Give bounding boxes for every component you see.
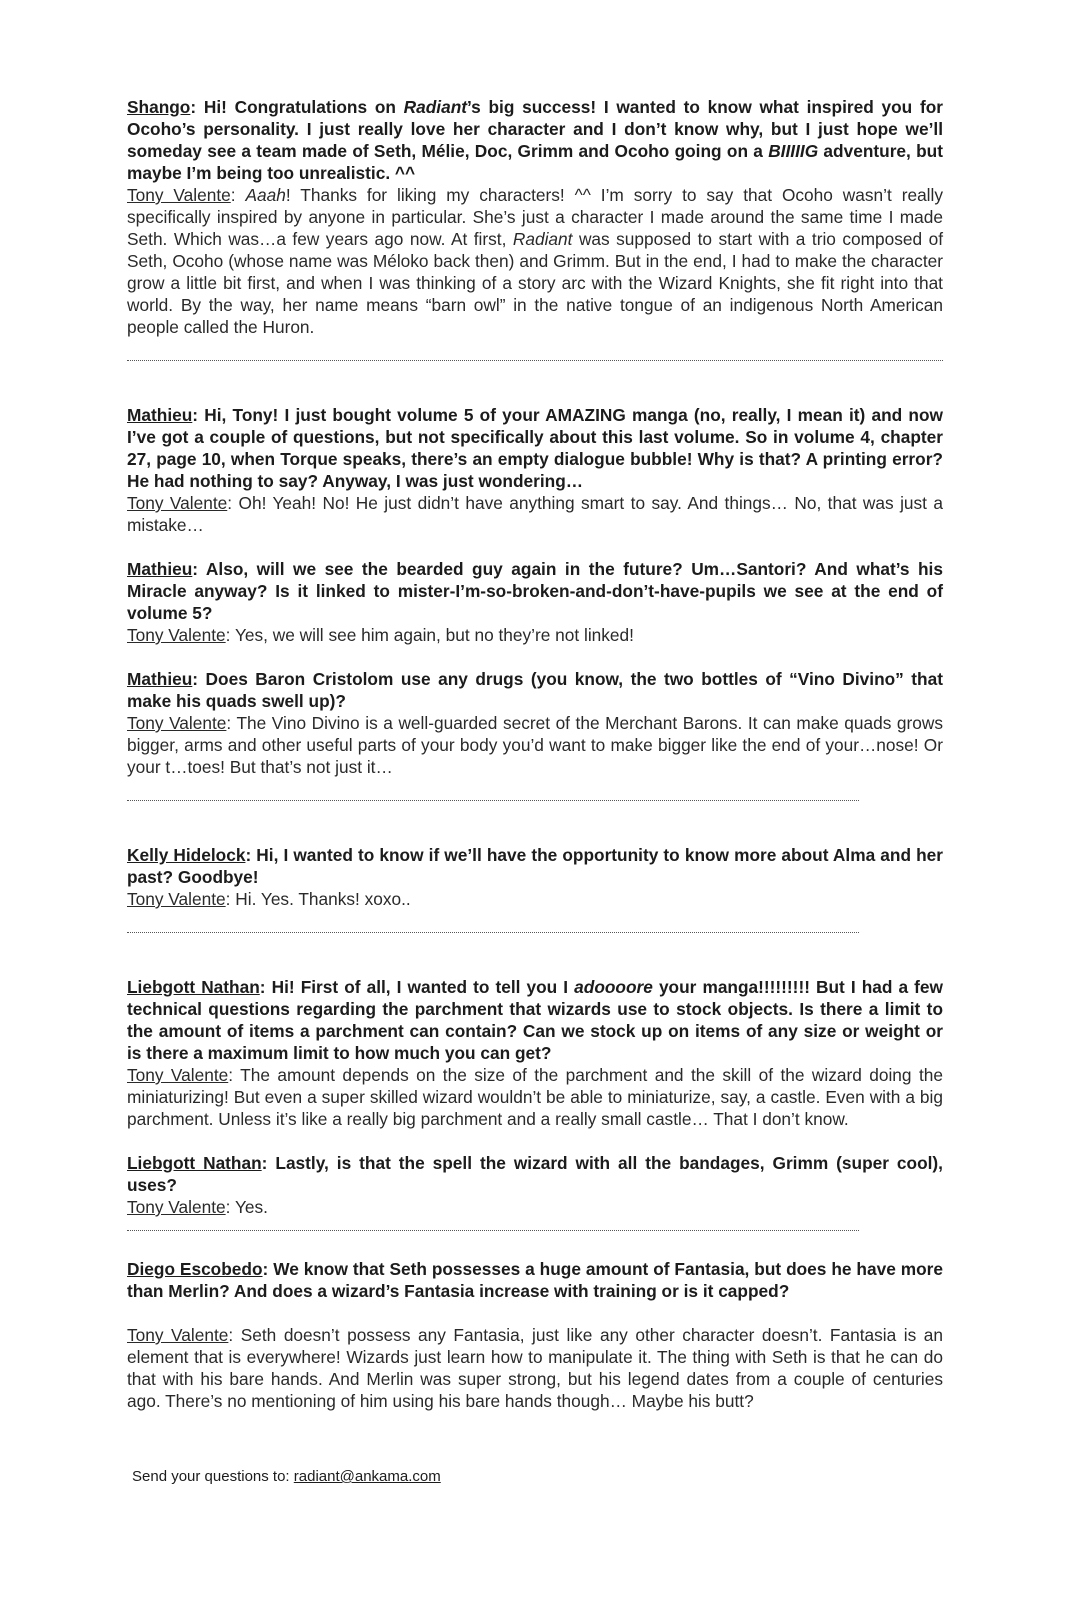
asker-name: Mathieu — [127, 405, 193, 425]
responder-name: Tony Valente — [127, 1065, 229, 1085]
qa-entry — [127, 404, 943, 536]
responder-name: Tony Valente — [127, 185, 231, 205]
asker-name: Liebgott Nathan — [127, 977, 260, 997]
asker-name: Diego Escobedo — [127, 1259, 263, 1279]
email-link[interactable]: radiant@ankama.com — [293, 1468, 441, 1485]
question: Mathieu: Does Baron Cristolom use any drugs (you know, the two bottles of “Vino Divino” that make his quads swell up)? — [127, 669, 943, 711]
qa-entry — [127, 844, 943, 910]
footer — [132, 1468, 441, 1485]
responder-name: Tony Valente — [127, 713, 227, 733]
qa-entry — [127, 668, 943, 778]
answer: Tony Valente: The amount depends on the size of the parchment and the skill of the wizard doing the miniaturizing! But even a super skilled wizard wouldn’t be able to miniaturize, say, a castle. Even with a big parchment. Unless it’s like a really big parchment and a really small castle… That I don’t know. — [127, 1065, 943, 1129]
answer: Tony Valente: The Vino Divino is a well-guarded secret of the Merchant Barons. It can make quads grows bigger, arms and other useful parts of your body you’d want to make bigger like the end of your…nose! Or your t…toes! But that’s not just it… — [127, 713, 943, 777]
responder-name: Tony Valente — [127, 625, 226, 645]
question: Mathieu: Hi, Tony! I just bought volume 5 of your AMAZING manga (no, really, I mean it) and now I’ve got a couple of questions, but not specifically about this last volume. So in volume 4, chapter 27, page 10, when Torque speaks, there’s an empty dialogue bubble! Why is that? A printing error? He had nothing to say? Anyway, I was just wondering… — [127, 405, 943, 491]
qa-entry — [127, 558, 943, 646]
answer: Tony Valente: Aaah! Thanks for liking my characters! ^^ I’m sorry to say that Ocoho wasn’t really specifically inspired by anyone in particular. She’s just a character I made around the same time I made Seth. Which was…a few years ago now. At first, Radiant was supposed to start with a trio composed of Seth, Ocoho (whose name was Méloko back then) and Grimm. But in the end, I had to make the character grow a little bit first, and when I was thinking of a story arc with the Wizard Knights, she fit right into that world. By the way, her name means “barn owl” in the native tongue of an indigenous North American people called the Huron. — [127, 185, 944, 337]
answer: Tony Valente: Yes. — [127, 1197, 268, 1217]
responder-name: Tony Valente — [127, 493, 228, 513]
question: Shango: Hi! Congratulations on Radiant’s big success! I wanted to know what inspired you for Ocoho’s personality. I just really love her character and I don’t know why, but I just hope we’ll someday see a team made of Seth, Mélie, Doc, Grimm and Ocoho going on a BIIIIIG adventure, but maybe I’m being too unrealistic. ^^ — [127, 97, 943, 183]
qa-entry — [127, 96, 943, 338]
qa-entry — [127, 1152, 943, 1218]
answer: Tony Valente: Hi. Yes. Thanks! xoxo.. — [127, 889, 411, 909]
asker-name: Mathieu — [127, 669, 193, 689]
qa-entry — [127, 1258, 943, 1412]
question: Diego Escobedo: We know that Seth possesses a huge amount of Fantasia, but does he have more than Merlin? And does a wizard’s Fantasia increase with training or is it capped? — [127, 1259, 943, 1301]
separator — [127, 800, 943, 844]
qa-entry — [127, 976, 943, 1130]
separator — [127, 1218, 943, 1258]
question: Liebgott Nathan: Lastly, is that the spell the wizard with all the bandages, Grimm (super cool), uses? — [127, 1153, 943, 1195]
responder-name: Tony Valente — [127, 1197, 226, 1217]
asker-name: Liebgott Nathan — [127, 1153, 262, 1173]
answer: Tony Valente: Seth doesn’t possess any Fantasia, just like any other character doesn’t. Fantasia is an element that is everywhere! Wizards just learn how to manipulate it. The thing with Seth is that he can do that with his bare hands. And Merlin was super strong, but his legend dates from a couple of centuries ago. There’s no mentioning of him using his bare hands though… Maybe his butt? — [127, 1325, 943, 1411]
footer-prefix: Send your questions to: — [132, 1468, 294, 1485]
separator — [127, 932, 943, 976]
separator — [127, 360, 943, 404]
asker-name: Shango — [127, 97, 191, 117]
asker-name: Mathieu — [127, 559, 193, 579]
asker-name: Kelly Hidelock — [127, 845, 246, 865]
responder-name: Tony Valente — [127, 1325, 229, 1345]
question: Kelly Hidelock: Hi, I wanted to know if we’ll have the opportunity to know more about Alma and her past? Goodbye! — [127, 845, 943, 887]
answer: Tony Valente: Oh! Yeah! No! He just didn’t have anything smart to say. And things… No, that was just a mistake… — [127, 493, 944, 535]
answer: Tony Valente: Yes, we will see him again, but no they’re not linked! — [127, 625, 634, 645]
qa-column — [127, 96, 943, 1412]
question: Mathieu: Also, will we see the bearded guy again in the future? Um…Santori? And what’s his Miracle anyway? Is it linked to mister-I’m-so-broken-and-don’t-have-pupils we see at the end of volume 5? — [127, 559, 943, 623]
responder-name: Tony Valente — [127, 889, 226, 909]
question: Liebgott Nathan: Hi! First of all, I wanted to tell you I adoooore your manga!!!!!!!!! But I had a few technical questions regarding the parchment that wizards use to stock objects. Is there a limit to the amount of items a parchment can contain? Can we stock up on items of any size or weight or is there a maximum limit to how much you can get? — [127, 977, 943, 1063]
